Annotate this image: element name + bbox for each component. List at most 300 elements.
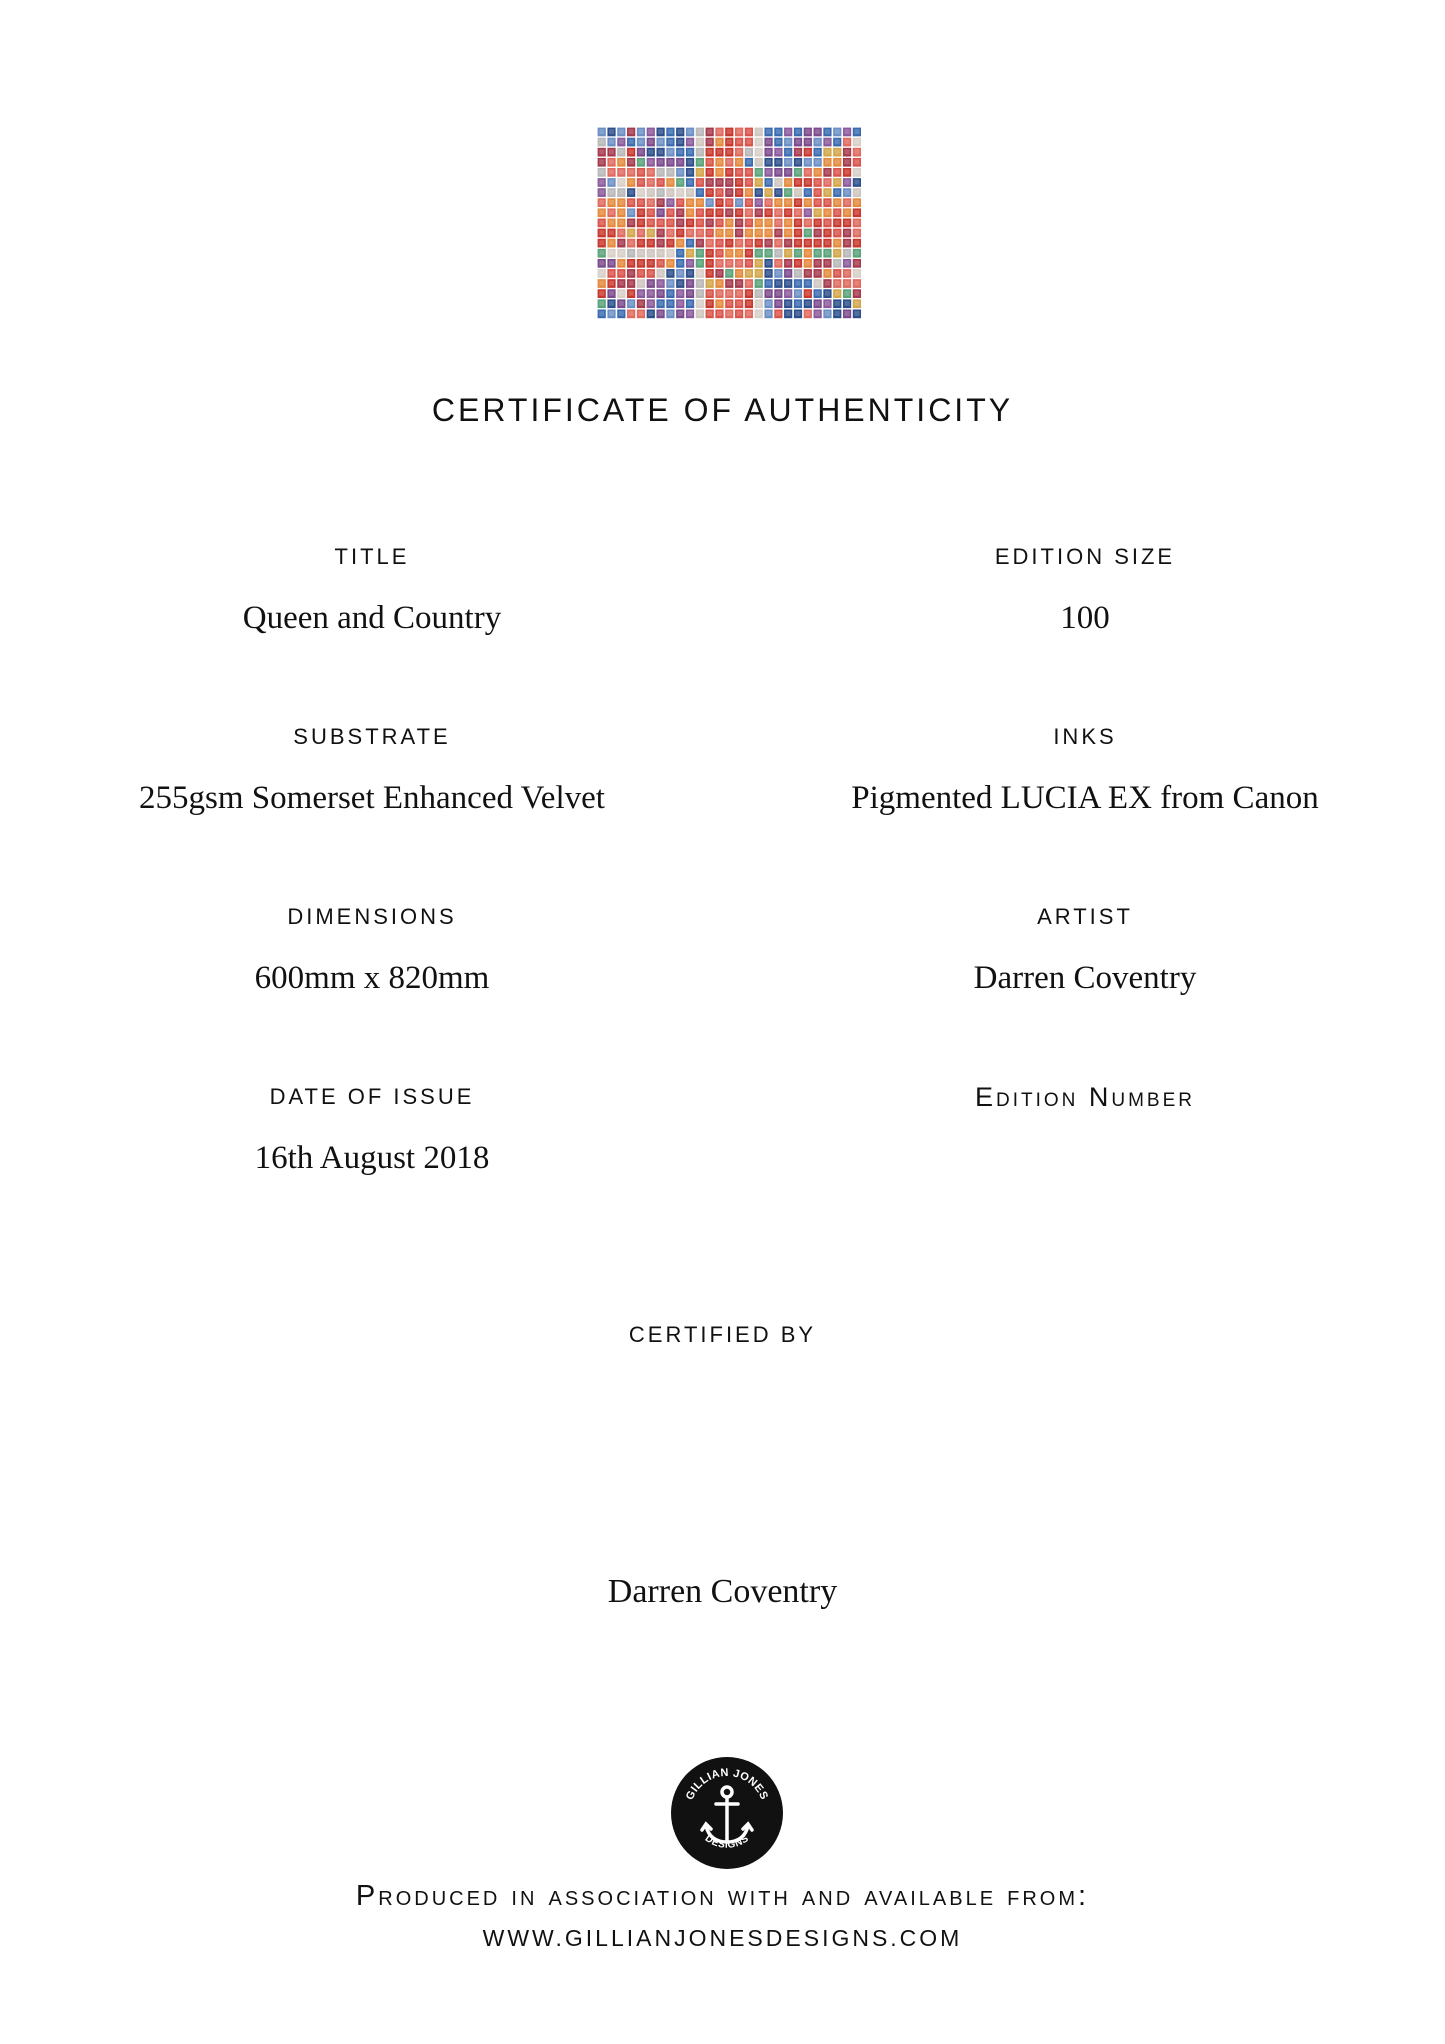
mosaic-stamp-detail <box>599 271 604 276</box>
mosaic-stamp-detail <box>854 220 859 225</box>
mosaic-stamp-detail <box>599 311 604 316</box>
mosaic-stamp-detail <box>737 190 742 195</box>
mosaic-stamp-detail <box>796 210 801 215</box>
field-inks-label: INKS <box>1053 724 1117 749</box>
mosaic-stamp-detail <box>678 220 683 225</box>
mosaic-stamp-detail <box>776 129 781 134</box>
mosaic-stamp-detail <box>835 271 840 276</box>
mosaic-stamp-detail <box>756 129 761 134</box>
mosaic-stamp-detail <box>737 139 742 144</box>
mosaic-stamp-detail <box>717 129 722 134</box>
mosaic-stamp-detail <box>796 230 801 235</box>
mosaic-stamp-detail <box>786 190 791 195</box>
mosaic-stamp-detail <box>629 200 634 205</box>
mosaic-stamp-detail <box>717 281 722 286</box>
mosaic-stamp-detail <box>835 139 840 144</box>
mosaic-stamp-detail <box>707 170 712 175</box>
mosaic-stamp-detail <box>599 240 604 245</box>
mosaic-stamp-detail <box>845 190 850 195</box>
mosaic-stamp-detail <box>619 291 624 296</box>
mosaic-stamp-detail <box>599 190 604 195</box>
mosaic-stamp-detail <box>707 220 712 225</box>
mosaic-stamp-detail <box>746 139 751 144</box>
mosaic-stamp-detail <box>835 180 840 185</box>
mosaic-stamp-detail <box>786 149 791 154</box>
mosaic-stamp-detail <box>737 271 742 276</box>
mosaic-stamp-detail <box>629 190 634 195</box>
mosaic-stamp-detail <box>756 291 761 296</box>
mosaic-stamp-detail <box>638 311 643 316</box>
mosaic-stamp-detail <box>815 149 820 154</box>
mosaic-stamp-detail <box>648 261 653 266</box>
mosaic-stamp-detail <box>678 281 683 286</box>
mosaic-stamp-detail <box>697 291 702 296</box>
mosaic-stamp-detail <box>609 160 614 165</box>
mosaic-stamp-detail <box>796 291 801 296</box>
mosaic-stamp-detail <box>717 250 722 255</box>
mosaic-stamp-detail <box>648 129 653 134</box>
mosaic-stamp-detail <box>629 281 634 286</box>
mosaic-stamp-detail <box>796 250 801 255</box>
mosaic-stamp-detail <box>697 230 702 235</box>
mosaic-stamp-detail <box>825 200 830 205</box>
mosaic-stamp-detail <box>835 281 840 286</box>
mosaic-stamp-detail <box>658 281 663 286</box>
mosaic-stamp-detail <box>609 311 614 316</box>
mosaic-stamp-detail <box>796 129 801 134</box>
mosaic-stamp-detail <box>776 240 781 245</box>
mosaic-stamp-detail <box>845 230 850 235</box>
mosaic-stamp-detail <box>688 220 693 225</box>
mosaic-stamp-detail <box>776 311 781 316</box>
mosaic-stamp-detail <box>746 311 751 316</box>
mosaic-stamp-detail <box>688 271 693 276</box>
mosaic-stamp-detail <box>786 311 791 316</box>
mosaic-stamp-detail <box>737 301 742 306</box>
mosaic-stamp-detail <box>746 261 751 266</box>
mosaic-stamp-detail <box>815 139 820 144</box>
mosaic-stamp-detail <box>599 129 604 134</box>
mosaic-stamp-detail <box>766 190 771 195</box>
mosaic-stamp-detail <box>845 129 850 134</box>
mosaic-stamp-detail <box>678 170 683 175</box>
mosaic-stamp-detail <box>668 291 673 296</box>
mosaic-stamp-detail <box>609 200 614 205</box>
mosaic-stamp-detail <box>727 220 732 225</box>
mosaic-stamp-detail <box>717 200 722 205</box>
mosaic-stamp-detail <box>707 240 712 245</box>
mosaic-stamp-detail <box>648 250 653 255</box>
mosaic-stamp-detail <box>619 160 624 165</box>
mosaic-stamp-detail <box>707 180 712 185</box>
mosaic-stamp-detail <box>688 240 693 245</box>
field-substrate-value: 255gsm Somerset Enhanced Velvet <box>139 780 605 816</box>
mosaic-stamp-detail <box>776 160 781 165</box>
mosaic-stamp-detail <box>737 220 742 225</box>
mosaic-stamp-detail <box>766 250 771 255</box>
mosaic-stamp-detail <box>668 240 673 245</box>
mosaic-stamp-detail <box>786 200 791 205</box>
mosaic-stamp-detail <box>727 200 732 205</box>
mosaic-stamp-detail <box>815 240 820 245</box>
produced-in-association-text: Produced in association with and available from: <box>355 1880 1090 1912</box>
mosaic-stamp-detail <box>825 129 830 134</box>
mosaic-stamp-detail <box>815 220 820 225</box>
mosaic-stamp-detail <box>717 190 722 195</box>
mosaic-stamp-detail <box>658 271 663 276</box>
mosaic-stamp-detail <box>746 230 751 235</box>
mosaic-stamp-detail <box>619 271 624 276</box>
mosaic-stamp-detail <box>737 311 742 316</box>
mosaic-stamp-detail <box>688 210 693 215</box>
mosaic-stamp-detail <box>648 149 653 154</box>
mosaic-stamp-detail <box>697 220 702 225</box>
mosaic-stamp-detail <box>854 180 859 185</box>
mosaic-stamp-detail <box>796 261 801 266</box>
mosaic-stamp-detail <box>658 160 663 165</box>
field-inks <box>765 720 1405 818</box>
mosaic-stamp-detail <box>619 311 624 316</box>
mosaic-stamp-detail <box>854 301 859 306</box>
mosaic-stamp-detail <box>697 180 702 185</box>
mosaic-stamp-detail <box>786 220 791 225</box>
field-date-of-issue <box>52 1080 692 1178</box>
mosaic-stamp-detail <box>648 139 653 144</box>
mosaic-stamp-detail <box>845 271 850 276</box>
mosaic-stamp-detail <box>658 190 663 195</box>
mosaic-stamp-detail <box>815 180 820 185</box>
mosaic-stamp-detail <box>727 139 732 144</box>
mosaic-stamp-detail <box>805 301 810 306</box>
mosaic-stamp-detail <box>727 129 732 134</box>
mosaic-stamp-detail <box>668 281 673 286</box>
mosaic-stamp-detail <box>796 311 801 316</box>
mosaic-stamp-detail <box>688 180 693 185</box>
mosaic-stamp-detail <box>796 149 801 154</box>
mosaic-stamp-detail <box>638 200 643 205</box>
website-link[interactable]: WWW.GILLIANJONESDESIGNS.COM <box>482 1925 963 1951</box>
mosaic-stamp-detail <box>756 149 761 154</box>
mosaic-stamp-detail <box>737 210 742 215</box>
mosaic-stamp-detail <box>737 240 742 245</box>
mosaic-stamp-detail <box>825 190 830 195</box>
mosaic-stamp-detail <box>854 291 859 296</box>
mosaic-stamp-detail <box>707 139 712 144</box>
mosaic-stamp-detail <box>835 200 840 205</box>
mosaic-stamp-detail <box>678 129 683 134</box>
mosaic-stamp-detail <box>776 261 781 266</box>
mosaic-stamp-detail <box>668 250 673 255</box>
mosaic-stamp-detail <box>629 129 634 134</box>
gillian-jones-logo <box>670 1756 784 1870</box>
mosaic-stamp-detail <box>825 230 830 235</box>
mosaic-stamp-detail <box>717 210 722 215</box>
mosaic-stamp-detail <box>688 311 693 316</box>
mosaic-stamp-detail <box>727 311 732 316</box>
mosaic-stamp-detail <box>707 149 712 154</box>
mosaic-stamp-detail <box>697 210 702 215</box>
mosaic-stamp-detail <box>707 291 712 296</box>
certified-by-label: CERTIFIED BY <box>628 1322 817 1347</box>
mosaic-stamp-detail <box>658 170 663 175</box>
mosaic-stamp-detail <box>766 230 771 235</box>
mosaic-stamp-detail <box>766 129 771 134</box>
mosaic-stamp-detail <box>727 180 732 185</box>
mosaic-stamp-detail <box>697 129 702 134</box>
mosaic-stamp-detail <box>727 170 732 175</box>
mosaic-stamp-detail <box>796 170 801 175</box>
mosaic-stamp-detail <box>638 190 643 195</box>
mosaic-stamp-detail <box>815 271 820 276</box>
mosaic-stamp-detail <box>845 220 850 225</box>
mosaic-stamp-detail <box>727 160 732 165</box>
mosaic-stamp-detail <box>707 301 712 306</box>
mosaic-stamp-detail <box>648 240 653 245</box>
mosaic-stamp-detail <box>658 139 663 144</box>
mosaic-stamp-detail <box>678 261 683 266</box>
mosaic-stamp-detail <box>648 160 653 165</box>
mosaic-stamp-detail <box>766 281 771 286</box>
mosaic-stamp-detail <box>825 210 830 215</box>
mosaic-stamp-detail <box>619 149 624 154</box>
mosaic-stamp-detail <box>629 160 634 165</box>
mosaic-stamp-detail <box>697 250 702 255</box>
mosaic-stamp-detail <box>786 250 791 255</box>
mosaic-stamp-detail <box>746 271 751 276</box>
mosaic-stamp-detail <box>707 250 712 255</box>
field-artist <box>765 900 1405 998</box>
mosaic-stamp-detail <box>609 180 614 185</box>
mosaic-stamp-detail <box>805 210 810 215</box>
mosaic-stamp-detail <box>796 160 801 165</box>
mosaic-stamp-detail <box>796 281 801 286</box>
mosaic-stamp-detail <box>845 261 850 266</box>
mosaic-stamp-detail <box>668 210 673 215</box>
mosaic-stamp-detail <box>609 291 614 296</box>
mosaic-stamp-detail <box>599 160 604 165</box>
mosaic-stamp-detail <box>854 271 859 276</box>
mosaic-stamp-detail <box>717 240 722 245</box>
logo-text-bottom: DESIGNS <box>702 1833 752 1852</box>
mosaic-stamp-detail <box>786 261 791 266</box>
mosaic-stamp-detail <box>845 240 850 245</box>
mosaic-stamp-detail <box>805 160 810 165</box>
mosaic-stamp-detail <box>619 220 624 225</box>
mosaic-stamp-detail <box>766 261 771 266</box>
mosaic-stamp-detail <box>845 160 850 165</box>
certified-by-name: Darren Coventry <box>607 1573 838 1610</box>
mosaic-stamp-detail <box>658 210 663 215</box>
mosaic-stamp-detail <box>609 281 614 286</box>
mosaic-stamp-detail <box>825 281 830 286</box>
mosaic-stamp-detail <box>638 210 643 215</box>
mosaic-stamp-detail <box>688 200 693 205</box>
mosaic-stamp-detail <box>638 230 643 235</box>
mosaic-stamp-detail <box>746 291 751 296</box>
mosaic-stamp-detail <box>746 250 751 255</box>
mosaic-stamp-detail <box>609 261 614 266</box>
mosaic-stamp-detail <box>766 180 771 185</box>
mosaic-stamp-detail <box>638 271 643 276</box>
mosaic-stamp-detail <box>796 190 801 195</box>
mosaic-stamp-detail <box>776 230 781 235</box>
mosaic-stamp-detail <box>766 240 771 245</box>
mosaic-stamp-detail <box>629 240 634 245</box>
mosaic-stamp-detail <box>717 291 722 296</box>
mosaic-stamp-detail <box>697 281 702 286</box>
mosaic-stamp-detail <box>707 230 712 235</box>
mosaic-stamp-detail <box>825 250 830 255</box>
mosaic-stamp-detail <box>854 281 859 286</box>
mosaic-stamp-detail <box>776 200 781 205</box>
mosaic-stamp-detail <box>805 240 810 245</box>
mosaic-stamp-detail <box>707 281 712 286</box>
mosaic-stamp-detail <box>727 281 732 286</box>
mosaic-stamp-detail <box>629 301 634 306</box>
mosaic-stamp-detail <box>678 271 683 276</box>
mosaic-stamp-detail <box>756 139 761 144</box>
mosaic-stamp-detail <box>835 149 840 154</box>
mosaic-stamp-detail <box>648 190 653 195</box>
mosaic-stamp-detail <box>805 311 810 316</box>
mosaic-stamp-detail <box>599 210 604 215</box>
mosaic-stamp-detail <box>825 301 830 306</box>
mosaic-stamp-detail <box>845 149 850 154</box>
field-date-of-issue-value: 16th August 2018 <box>254 1140 490 1176</box>
mosaic-stamp-detail <box>727 291 732 296</box>
mosaic-stamp-detail <box>717 160 722 165</box>
mosaic-stamp-detail <box>756 271 761 276</box>
mosaic-stamp-detail <box>737 180 742 185</box>
mosaic-stamp-detail <box>835 129 840 134</box>
mosaic-stamp-detail <box>746 200 751 205</box>
mosaic-stamp-detail <box>688 261 693 266</box>
mosaic-stamp-detail <box>688 170 693 175</box>
mosaic-stamp-detail <box>796 200 801 205</box>
mosaic-stamp-detail <box>845 139 850 144</box>
mosaic-stamp-detail <box>737 230 742 235</box>
mosaic-stamp-detail <box>854 170 859 175</box>
mosaic-stamp-detail <box>786 240 791 245</box>
mosaic-stamp-detail <box>825 149 830 154</box>
mosaic-stamp-detail <box>825 180 830 185</box>
mosaic-stamp-detail <box>638 149 643 154</box>
mosaic-stamp-detail <box>629 139 634 144</box>
mosaic-stamp-detail <box>678 180 683 185</box>
mosaic-stamp-detail <box>688 160 693 165</box>
field-dimensions-value: 600mm x 820mm <box>254 960 490 996</box>
mosaic-stamp-detail <box>835 261 840 266</box>
mosaic-stamp-detail <box>609 170 614 175</box>
mosaic-stamp-detail <box>688 250 693 255</box>
mosaic-stamp-detail <box>629 220 634 225</box>
mosaic-stamp-detail <box>707 210 712 215</box>
mosaic-stamp-detail <box>648 200 653 205</box>
mosaic-stamp-detail <box>638 180 643 185</box>
mosaic-stamp-detail <box>668 230 673 235</box>
mosaic-stamp-detail <box>697 271 702 276</box>
mosaic-stamp-detail <box>648 311 653 316</box>
mosaic-stamp-detail <box>658 220 663 225</box>
mosaic-stamp-detail <box>786 281 791 286</box>
mosaic-stamp-detail <box>786 210 791 215</box>
mosaic-stamp-detail <box>619 261 624 266</box>
mosaic-stamp-detail <box>658 261 663 266</box>
mosaic-stamp-detail <box>815 311 820 316</box>
mosaic-stamp-detail <box>638 240 643 245</box>
mosaic-stamp-detail <box>668 149 673 154</box>
mosaic-stamp-detail <box>697 240 702 245</box>
field-dimensions <box>52 900 692 998</box>
mosaic-stamp-detail <box>854 129 859 134</box>
mosaic-stamp-detail <box>766 220 771 225</box>
mosaic-stamp-detail <box>717 230 722 235</box>
mosaic-stamp-detail <box>845 180 850 185</box>
mosaic-stamp-detail <box>825 160 830 165</box>
mosaic-stamp-detail <box>629 311 634 316</box>
mosaic-stamp-detail <box>737 160 742 165</box>
mosaic-stamp-detail <box>737 149 742 154</box>
mosaic-stamp-detail <box>609 149 614 154</box>
logo-text-top: GILLIAN JONES <box>683 1766 771 1802</box>
mosaic-stamp-detail <box>688 301 693 306</box>
mosaic-stamp-detail <box>717 139 722 144</box>
mosaic-stamp-detail <box>786 160 791 165</box>
mosaic-stamp-detail <box>678 210 683 215</box>
mosaic-stamp-detail <box>805 170 810 175</box>
mosaic-stamp-detail <box>629 170 634 175</box>
mosaic-stamp-detail <box>776 220 781 225</box>
mosaic-stamp-detail <box>629 210 634 215</box>
mosaic-stamp-detail <box>638 250 643 255</box>
field-substrate <box>52 720 692 818</box>
mosaic-stamp-detail <box>815 291 820 296</box>
mosaic-stamp-detail <box>756 210 761 215</box>
mosaic-stamp-detail <box>825 261 830 266</box>
mosaic-stamp-detail <box>854 210 859 215</box>
mosaic-stamp-detail <box>756 240 761 245</box>
mosaic-stamp-detail <box>825 139 830 144</box>
mosaic-stamp-detail <box>815 301 820 306</box>
field-edition-number-label: Edition Number <box>974 1082 1195 1112</box>
mosaic-stamp-detail <box>746 180 751 185</box>
mosaic-stamp-detail <box>746 160 751 165</box>
mosaic-stamp-detail <box>609 210 614 215</box>
mosaic-stamp-detail <box>796 271 801 276</box>
mosaic-stamp-detail <box>845 250 850 255</box>
field-title-value: Queen and Country <box>242 600 502 636</box>
mosaic-stamp-detail <box>786 129 791 134</box>
mosaic-stamp-detail <box>786 301 791 306</box>
mosaic-stamp-detail <box>648 180 653 185</box>
mosaic-stamp-detail <box>835 230 840 235</box>
mosaic-stamp-detail <box>746 149 751 154</box>
mosaic-stamp-detail <box>619 240 624 245</box>
mosaic-stamp-detail <box>619 190 624 195</box>
mosaic-stamp-detail <box>619 250 624 255</box>
mosaic-stamp-detail <box>854 250 859 255</box>
mosaic-stamp-detail <box>658 301 663 306</box>
mosaic-stamp-detail <box>815 170 820 175</box>
mosaic-stamp-detail <box>658 230 663 235</box>
mosaic-stamp-detail <box>766 200 771 205</box>
mosaic-stamp-detail <box>756 301 761 306</box>
mosaic-stamp-detail <box>609 301 614 306</box>
mosaic-stamp-detail <box>619 170 624 175</box>
mosaic-stamp-detail <box>845 281 850 286</box>
mosaic-stamp-detail <box>746 220 751 225</box>
mosaic-stamp-detail <box>835 190 840 195</box>
